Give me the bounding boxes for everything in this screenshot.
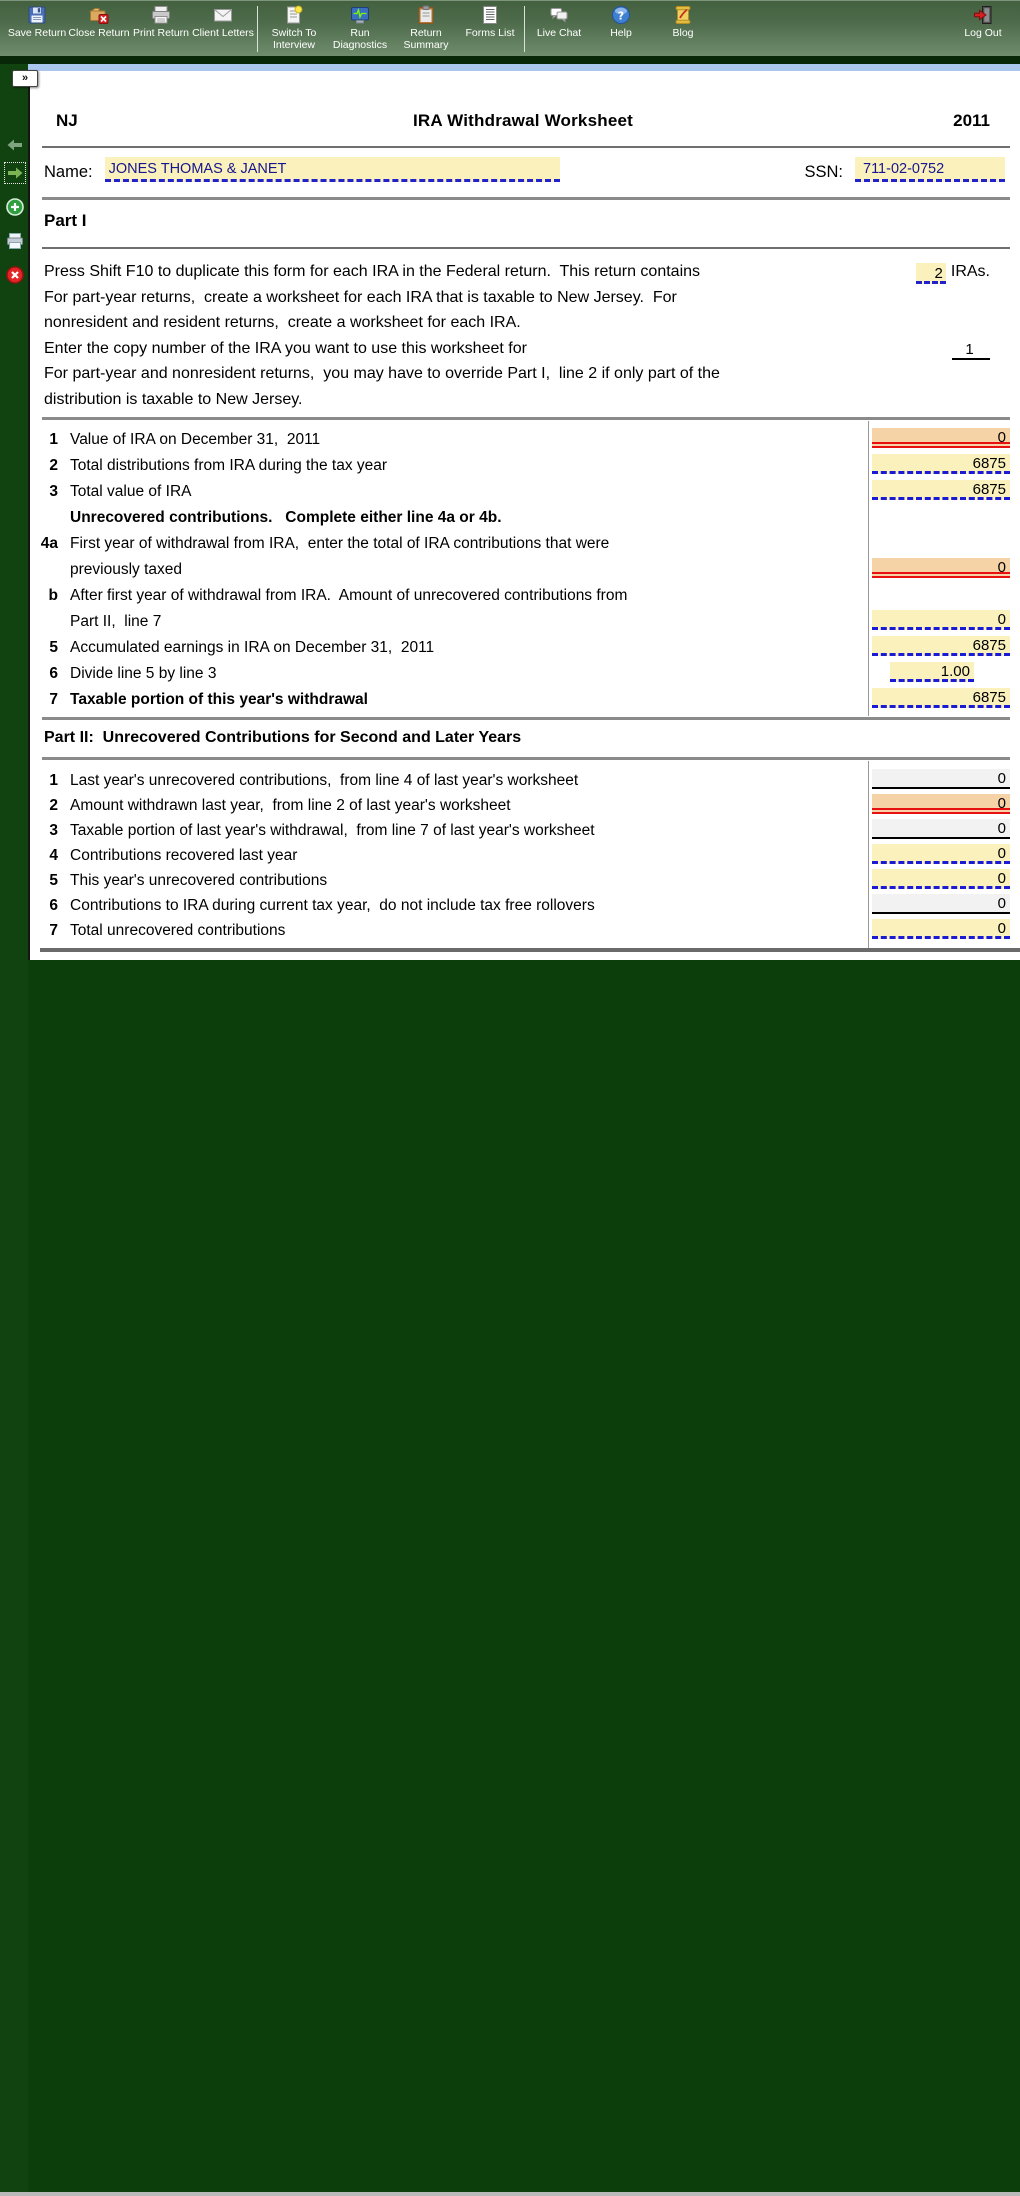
save-icon (27, 4, 47, 26)
interview-doc-icon (284, 4, 304, 26)
divider (42, 197, 1010, 200)
logout-door-icon (973, 4, 993, 26)
part2-table (30, 761, 1020, 948)
part1-line4b-value[interactable]: 0 (872, 610, 1010, 630)
part2-line1-row: 1 Last year's unrecovered contributions, from line 4 of last year's worksheet 0 (30, 768, 1020, 793)
instructions-paragraph (44, 259, 990, 412)
close-return-icon (89, 4, 109, 26)
part1-heading: Part I (44, 211, 87, 230)
header-blue-bar (28, 64, 1020, 71)
part1-subheading-row: Unrecovered contributions. Complete either line 4a or 4b. (70, 509, 502, 526)
taskbar-edge (0, 2192, 1020, 2196)
live-chat-button[interactable]: Live Chat (528, 4, 590, 39)
return-summary-button[interactable]: Return Summary (393, 4, 459, 51)
name-field[interactable]: JONES THOMAS & JANET (105, 157, 560, 182)
ssn-field[interactable]: 711-02-0752 (855, 157, 1005, 182)
envelope-icon (213, 4, 233, 26)
save-return-button[interactable]: Save Return (6, 4, 68, 39)
part2-line5-row: 5 This year's unrecovered contributions 0 (30, 868, 1020, 893)
page-title: IRA Withdrawal Worksheet (412, 111, 633, 130)
print-return-button[interactable]: Print Return (130, 4, 192, 39)
form-header (56, 111, 990, 131)
part2-line7-value[interactable]: 0 (872, 919, 1010, 939)
switch-to-interview-button[interactable]: Switch To Interview (261, 4, 327, 51)
part1-line1-value[interactable]: 0 (872, 428, 1010, 448)
clipboard-icon (416, 4, 436, 26)
divider (42, 146, 1010, 148)
toolbar-separator (524, 6, 525, 52)
forms-document-icon (480, 4, 500, 26)
back-arrow-button[interactable] (4, 134, 26, 156)
part2-line7-row: 7 Total unrecovered contributions 0 (30, 918, 1020, 943)
part1-line4b-cont-row: Part II, line 7 0 (30, 609, 1020, 635)
part1-line4a-cont-row: previously taxed 0 (30, 557, 1020, 583)
divider (42, 247, 1010, 249)
instruction-text: For part-year returns, create a worksheet for each IRA that is taxable to New Jersey. For (44, 288, 677, 306)
part1-line5-row: 5 Accumulated earnings in IRA on December 31, 2011 6875 (30, 635, 1020, 661)
part2-line5-value[interactable]: 0 (872, 869, 1010, 889)
part1-line7-row: 7 Taxable portion of this year's withdrawal 6875 (30, 687, 1020, 713)
blog-button[interactable]: Blog (652, 4, 714, 39)
svg-text:?: ? (617, 9, 625, 23)
divider (42, 417, 1010, 420)
instruction-text: For part-year and nonresident returns, you may have to override Part I, line 2 if only part of the (44, 365, 720, 382)
add-form-button[interactable] (4, 196, 26, 218)
blog-scroll-icon (673, 4, 693, 26)
part1-line1-row: 1 Value of IRA on December 31, 2011 0 (30, 427, 1020, 453)
part2-heading: Part II: Unrecovered Contributions for Second and Later Years (44, 729, 522, 746)
divider (42, 717, 1010, 720)
add-form-icon (5, 197, 25, 217)
part2-line2-value[interactable]: 0 (872, 794, 1010, 814)
part2-line4-value[interactable]: 0 (872, 844, 1010, 864)
taxpayer-row (44, 157, 1005, 182)
instruction-text: nonresident and resident returns, create a worksheet for each IRA. (44, 314, 521, 331)
instruction-text: Enter the copy number of the IRA you want to use this worksheet for (44, 339, 527, 357)
ssn-label: SSN: (804, 163, 843, 181)
help-question-icon (611, 4, 631, 26)
part1-line2-value[interactable]: 6875 (872, 454, 1010, 474)
ira-count-field[interactable]: 2 (916, 263, 946, 284)
main-toolbar (0, 0, 1020, 56)
close-return-button[interactable]: Close Return (68, 4, 130, 39)
divider (42, 757, 1010, 760)
part1-line6-row: 6 Divide line 5 by line 3 1.00 (30, 661, 1020, 687)
delete-form-icon (5, 265, 25, 285)
log-out-button[interactable]: Log Out (952, 4, 1014, 39)
copy-number-field[interactable]: 1 (952, 339, 990, 360)
chat-bubbles-icon (549, 4, 569, 26)
diagnostics-monitor-icon (350, 4, 370, 26)
print-form-button[interactable] (4, 230, 26, 252)
print-form-icon (5, 231, 25, 251)
part1-line5-value[interactable]: 6875 (872, 636, 1010, 656)
part1-line3-row: 3 Total value of IRA 6875 (30, 479, 1020, 505)
part2-line4-row: 4 Contributions recovered last year 0 (30, 843, 1020, 868)
part1-line6-value[interactable]: 1.00 (890, 662, 974, 682)
part1-table (30, 421, 1020, 716)
name-label: Name: (44, 163, 93, 181)
ira-withdrawal-worksheet-form (28, 71, 1020, 960)
help-button[interactable]: ? Help (590, 4, 652, 39)
instruction-text: IRAs. (950, 263, 990, 280)
toolbar-bottom-strip (0, 56, 1020, 64)
back-arrow-icon (5, 135, 25, 155)
part1-line2-row: 2 Total distributions from IRA during the tax year 6875 (30, 453, 1020, 479)
form-sidebar (0, 64, 28, 2192)
part2-line6-row: 6 Contributions to IRA during current tax year, do not include tax free rollovers 0 (30, 893, 1020, 918)
forward-arrow-icon (5, 163, 25, 183)
instruction-text: Press Shift F10 to duplicate this form for each IRA in the Federal return. This return contains (44, 263, 701, 280)
part2-line3-value[interactable]: 0 (872, 819, 1010, 839)
part1-line4a-row: 4a First year of withdrawal from IRA, enter the total of IRA contributions that were (40, 535, 610, 552)
part2-line3-row: 3 Taxable portion of last year's withdrawal, from line 7 of last year's worksheet 0 (30, 818, 1020, 843)
forms-list-button[interactable]: Forms List (459, 4, 521, 39)
form-bottom-divider (40, 948, 1020, 952)
printer-icon (151, 4, 171, 26)
run-diagnostics-button[interactable]: Run Diagnostics (327, 4, 393, 51)
delete-form-button[interactable] (4, 264, 26, 286)
part1-line7-value[interactable]: 6875 (872, 688, 1010, 708)
part2-line1-value[interactable]: 0 (872, 769, 1010, 789)
instruction-text: distribution is taxable to New Jersey. (44, 390, 303, 408)
part2-line6-value[interactable]: 0 (872, 894, 1010, 914)
toolbar-separator (257, 6, 258, 52)
part1-line3-value[interactable]: 6875 (872, 480, 1010, 500)
sidebar-expand-tab[interactable]: » (12, 70, 38, 87)
part1-line4a-value[interactable]: 0 (872, 558, 1010, 578)
part1-line4b-row: b After first year of withdrawal from IRA. Amount of unrecovered contributions from (48, 587, 628, 604)
state-code: NJ (56, 111, 78, 130)
part2-line2-row: 2 Amount withdrawn last year, from line 2 of last year's worksheet 0 (30, 793, 1020, 818)
tax-year: 2011 (953, 111, 990, 130)
client-letters-button[interactable]: Client Letters (192, 4, 254, 39)
forward-arrow-button[interactable] (4, 162, 26, 184)
